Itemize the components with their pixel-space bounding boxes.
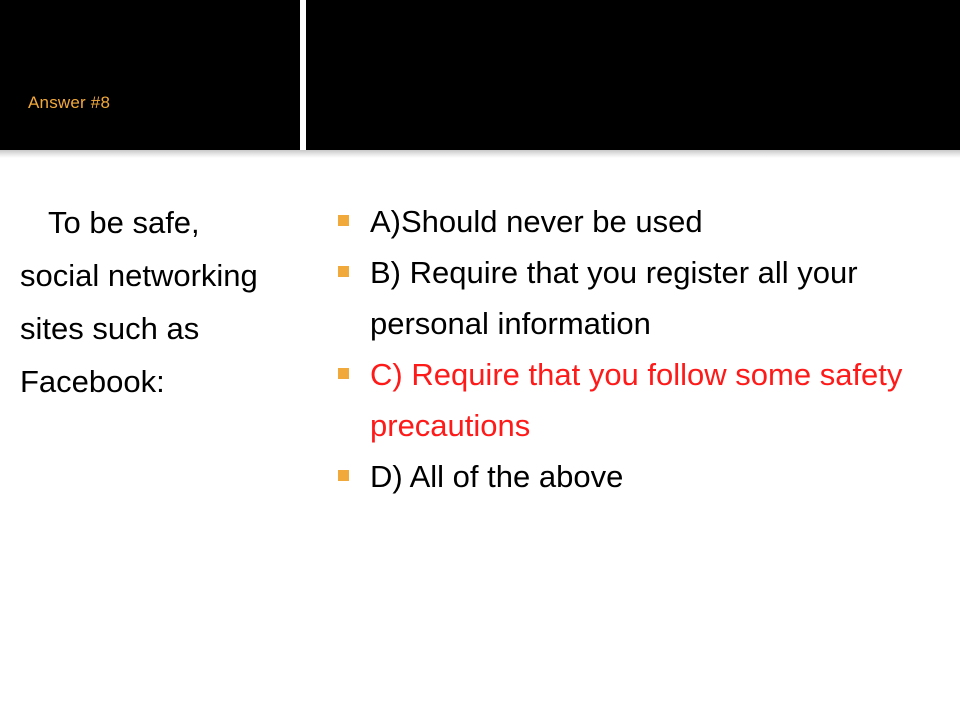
answer-option-d-label: D) All of the above — [370, 459, 624, 494]
answer-option-b — [338, 247, 948, 349]
square-bullet-icon — [338, 266, 349, 277]
question-text: To be safe, social networking sites such as Facebook: — [20, 205, 258, 399]
square-bullet-icon — [338, 368, 349, 379]
header-right-panel — [306, 0, 960, 150]
square-bullet-icon — [338, 215, 349, 226]
answer-option-c — [338, 349, 948, 451]
header-divider — [0, 150, 960, 158]
answer-option-c-label: C) Require that you follow some safety precautions — [370, 357, 903, 443]
header-left-panel — [0, 0, 300, 150]
answer-option-a — [338, 196, 948, 247]
slide-title: Answer #8 — [28, 93, 111, 112]
answer-option-d — [338, 451, 948, 502]
answer-option-a-label: A)Should never be used — [370, 204, 703, 239]
answer-option-b-label: B) Require that you register all your personal information — [370, 255, 858, 341]
answer-list — [338, 196, 948, 502]
square-bullet-icon — [338, 470, 349, 481]
